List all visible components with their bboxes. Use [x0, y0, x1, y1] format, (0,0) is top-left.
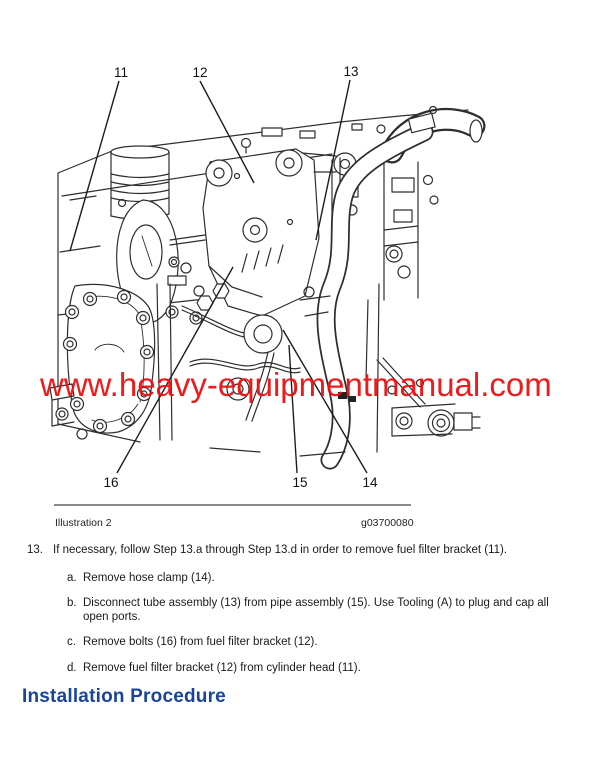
substep-a-label: a.: [67, 571, 77, 584]
callout-label-11: 11: [113, 65, 129, 80]
substep-c: [67, 636, 600, 650]
callout-label-12: 12: [192, 65, 208, 80]
section-heading: Installation Procedure: [22, 686, 226, 707]
substep-d-label: d.: [67, 661, 77, 674]
callout-label-15: 15: [292, 475, 308, 490]
illustration-id: g03700080: [361, 517, 414, 529]
substep-b: [67, 597, 600, 624]
substep-a: [67, 572, 600, 586]
leader-line-15: [289, 345, 297, 473]
watermark: www.heavy-equipmentmanual.com: [40, 366, 552, 403]
leader-line-11: [70, 81, 119, 251]
substep-c-label: c.: [67, 636, 76, 648]
caption-divider: [54, 504, 411, 506]
substep-d: [67, 662, 600, 676]
substep-c-text: Remove bolts (16) from fuel filter bracket (12).: [83, 636, 318, 648]
substep-d-text: Remove fuel filter bracket (12) from cylinder head (11).: [83, 661, 361, 674]
step-13: [0, 544, 600, 558]
procedure-text: [0, 544, 600, 707]
illustration-caption: Illustration 2: [55, 517, 112, 529]
substep-b-label: b.: [67, 597, 77, 609]
step-intro: If necessary, follow Step 13.a through Step 13.d in order to remove fuel filter bracket (11).: [53, 544, 508, 556]
callout-label-13: 13: [343, 64, 359, 79]
callout-label-14: 14: [362, 475, 378, 490]
substep-a-text: Remove hose clamp (14).: [83, 571, 215, 584]
callout-label-16: 16: [103, 475, 119, 490]
engine-art: [50, 107, 482, 461]
substep-b-text: Disconnect tube assembly (13) from pipe assembly (15). Use Tooling (A) to plug and cap all open ports.: [83, 597, 549, 623]
step-number: 13.: [27, 544, 43, 556]
